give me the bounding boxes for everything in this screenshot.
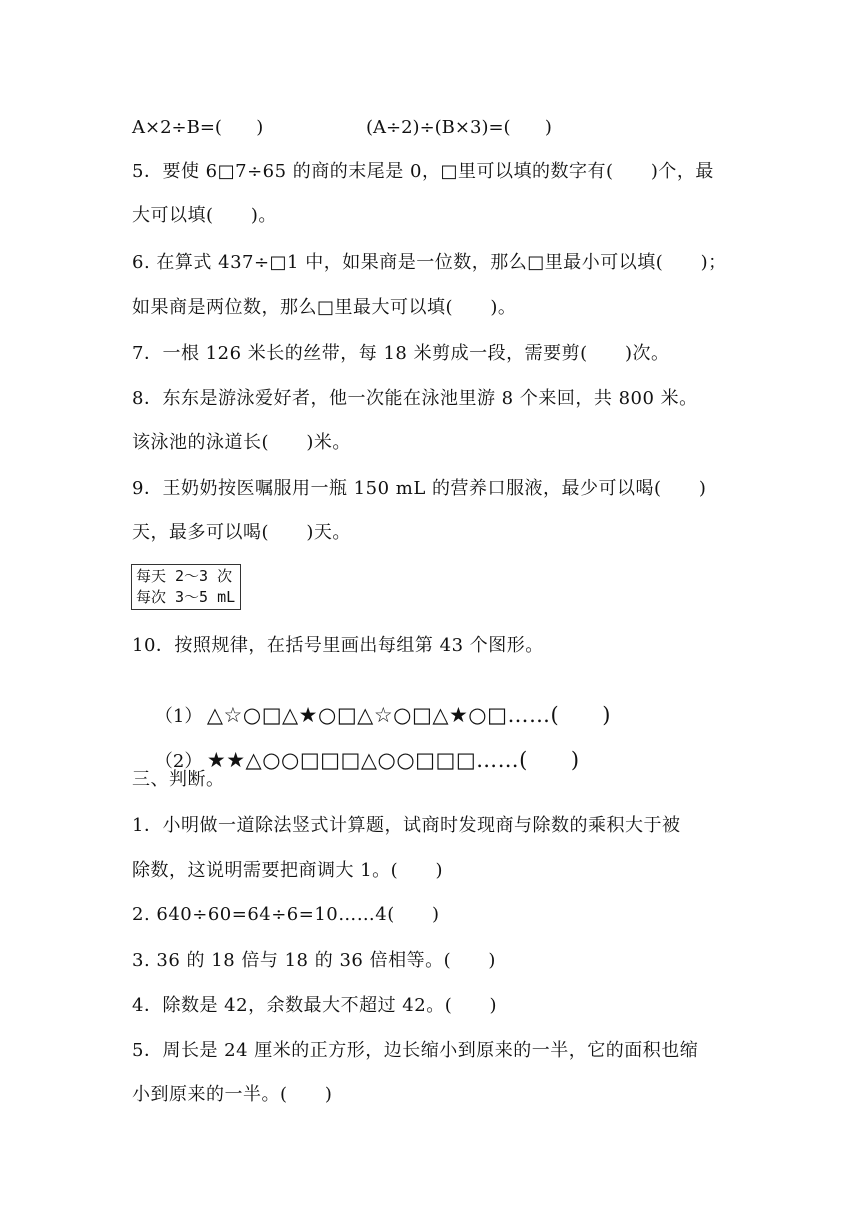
question-5-line-1: 5．要使 6□7÷65 的商的末尾是 0，□里可以填的数字有( )个，最 <box>132 161 714 182</box>
section-3-heading: 三、判断。 <box>132 769 225 790</box>
judge-5-line-2: 小到原来的一半。( ) <box>132 1084 333 1105</box>
judge-1-line-2: 除数，这说明需要把商调大 1。( ) <box>132 860 444 881</box>
judge-1-line-1: 1．小明做一道除法竖式计算题，试商时发现商与除数的乘积大于被 <box>132 815 681 836</box>
question-6-line-2: 如果商是两位数，那么□里最大可以填( )。 <box>132 297 517 318</box>
judge-2: 2. 640÷60=64÷6=10……4( ) <box>132 904 440 925</box>
question-9-line-1: 9．王奶奶按医嘱服用一瓶 150 mL 的营养口服液，最少可以喝( ) <box>132 478 707 499</box>
expression-2: (A÷2)÷(B×3)=( ) <box>366 117 552 138</box>
pattern-row-2-number: （2） <box>154 751 203 772</box>
pattern-row-2-shapes: ★★△○○□□□△○○□□□……( ) <box>206 748 580 772</box>
question-8-line-2: 该泳池的泳道长( )米。 <box>132 432 351 453</box>
judge-4: 4．除数是 42，余数最大不超过 42。( ) <box>132 995 498 1016</box>
dosage-line-2: 每次 3～5 mL <box>136 588 236 606</box>
judge-3: 3. 36 的 18 倍与 18 的 36 倍相等。( ) <box>132 950 496 971</box>
question-10: 10．按照规律，在括号里画出每组第 43 个图形。 <box>132 635 544 656</box>
pattern-row-1-number: （1） <box>154 706 203 727</box>
question-9-line-2: 天，最多可以喝( )天。 <box>132 522 351 543</box>
dosage-box <box>131 564 241 610</box>
pattern-row-1-shapes: △☆○□△★○□△☆○□△★○□……( ) <box>206 703 611 727</box>
judge-5-line-1: 5．周长是 24 厘米的正方形，边长缩小到原来的一半，它的面积也缩 <box>132 1040 699 1061</box>
question-8-line-1: 8．东东是游泳爱好者，他一次能在泳池里游 8 个来回，共 800 米。 <box>132 388 698 409</box>
dosage-line-1: 每天 2～3 次 <box>136 567 233 585</box>
question-7: 7．一根 126 米长的丝带，每 18 米剪成一段，需要剪( )次。 <box>132 343 670 364</box>
question-6-line-1: 6. 在算式 437÷□1 中，如果商是一位数，那么□里最小可以填( )； <box>132 252 727 273</box>
question-5-line-2: 大可以填( )。 <box>132 205 277 226</box>
expression-1: A×2÷B=( ) <box>132 117 264 138</box>
